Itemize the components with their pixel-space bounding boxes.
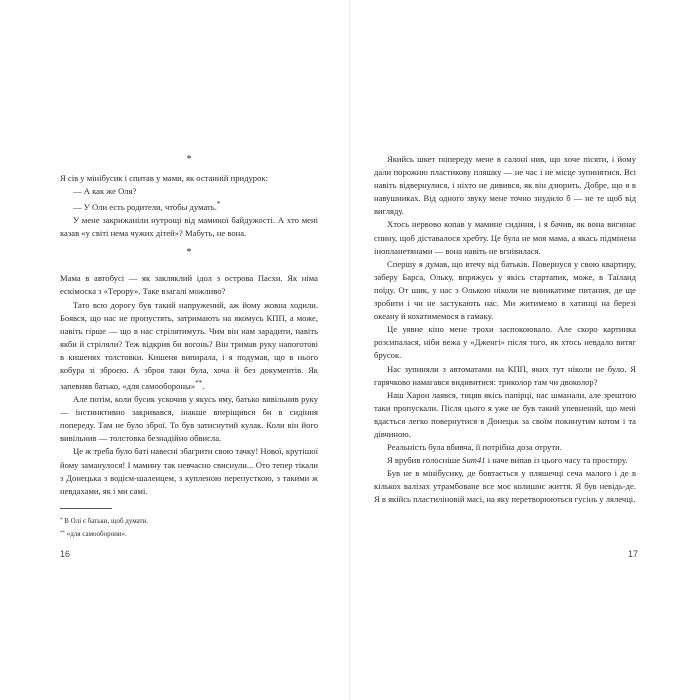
paragraph: Реальність була вбивча, її потрібна доза отрути. — [387, 442, 562, 453]
paragraph — [60, 299, 318, 394]
page-number: 16 — [60, 549, 71, 559]
footnote-text: В Олі є батьки, щоб думати. — [64, 516, 149, 525]
band-name: Sum41 — [462, 455, 486, 466]
dialogue-text: — У Оли есть родители, чтобы думать. — [73, 202, 217, 213]
left-page-body — [60, 153, 318, 541]
footnote-marker: * — [60, 517, 63, 523]
paragraph: Якийсь шкет попереду мене в салоні нив, що хоче пісяти, і йому дали порожню пластикову пляшку — не час і не місце зупинятися. Всі навіть відвернулися, і ніхто не дивився, як він дзюрить. Добре, що я в навушниках. Від одного звуку мене точно знудило б — не те щоб від вигляду. — [374, 154, 636, 217]
paragraph: Наш Харон лаявся, тицяв якісь папірці, нас шманали, але зрештою таки пропускали. Після цього я уже не був такий упевнений, що мені вдасться легко повернутися в Донецьк за своїм покинутим котом і та дівчиною. — [374, 389, 636, 439]
paragraph-text: Тато всю дорогу був такий напружений, аж йому жовна ходили. Боявся, що нас не пропустять, затримають на якомусь КПП, а може, навіть гірше — що в нас стрілятимуть. Чим він нам зарадити, навіть якби й стріляли? Теж відкрив би вогонь? Він тримав руку напоготові в кишенях толстовки. Кишеня випирала, і я подумав, що в нього кобура зі зброєю. А зброя таки була, хоча й без документів. Як запевняв батько, «для самообороны» — [60, 299, 318, 391]
paragraph: Я сів у мінібусик і спитав у мами, як останній придурок: — [60, 173, 268, 183]
paragraph-text-end: і наче випав із цього часу та простору. — [485, 455, 628, 466]
dialogue-line — [60, 198, 318, 214]
footnote-rule — [60, 508, 112, 509]
paragraph: Це ж треба було баті навесні збагрити свою тачку! Нової, крутішої йому заманулося! І мамину так невчасно свиснули... Ото тепер тікали з Донецька з водієм-шаленцем, з купленою перепусткою, з такими ж невдахами, як і ми самі. — [60, 446, 318, 496]
page-number: 17 — [628, 549, 639, 559]
paragraph: Нас зупиняли з автоматами на КПП, яких тут ніколи не було. Я гарячково намагався видивитися: триколор там чи двоколор? — [374, 363, 636, 387]
paragraph: Але потім, коли бусик ускочив у якусь яму, батько вивільнив руку — інстинктивно закривався, інакше вперіщився би в сидіння попереду. Там не було зброї. То був затиснутий кулак. Коли він його вивільнив — толстовка безнадійно обвисла. — [60, 394, 318, 444]
right-page-body — [374, 153, 636, 507]
paragraph: У мене закрижаніли нутрощі від маминої байдужості. А хто мені казав «у світі нема чужих дітей»? Мабуть, не вона. — [60, 215, 318, 239]
footnote-marker: ** — [195, 379, 203, 388]
paragraph: Мама в автобусі — як закляклий ідол з острова Пасхи. Як німа ескімоска з «Терору». Таке взагалі можливо? — [60, 273, 318, 297]
paragraph-text: Я врубив голосніше — [387, 455, 463, 466]
paragraph: Був не в мінібусику, де бовтається у пляшечці сеча малого і де в кількох валізах утрамбоване все моє колишнє життя. Я був невідь-де. Я в якійсь пластиліновій масі, на яку перетворюються гусінь у лялечці. — [374, 468, 636, 505]
section-separator: * — [186, 154, 192, 165]
footnote-marker: ** — [60, 530, 65, 536]
paragraph: Це уявне кіно мене трохи заспокоювало. Але скоро картинка розсипалася, ніби вежа у «Дженгі» після того, як хтось невдало витяг брусок. — [374, 324, 636, 361]
paragraph — [374, 454, 636, 467]
footnote-marker: * — [216, 200, 221, 209]
paragraph-text-end: . — [202, 380, 205, 391]
section-separator: * — [186, 247, 192, 259]
paragraph: Спершу я думав, що втечу від батьків. Повернуся у свою квартиру, заберу Барса, Ольку, впряжусь у якісь стартапик, може, в Таїланд поїду. От шик, у нас з Олькою ніколи не виникатиме питання, де ще зробити і чи не застукають нас. Ми житимемо в хатинці на березі океану й кохатимемося в гамаку. — [374, 258, 636, 322]
paragraph: Хтось нервово копав у мамине сидіння, і я бачив, як вона вигинає спину, щоб діставалося хребту. Це була не моя мама, а якась підмінена інопланетянами — вона навіть не вгнівилася. — [374, 219, 636, 256]
right-page — [350, 0, 700, 700]
footnote — [60, 515, 318, 528]
footnote — [60, 528, 318, 541]
footnote-text: «для самооборони». — [66, 529, 127, 538]
dialogue-line: — А как же Оля? — [73, 186, 137, 197]
